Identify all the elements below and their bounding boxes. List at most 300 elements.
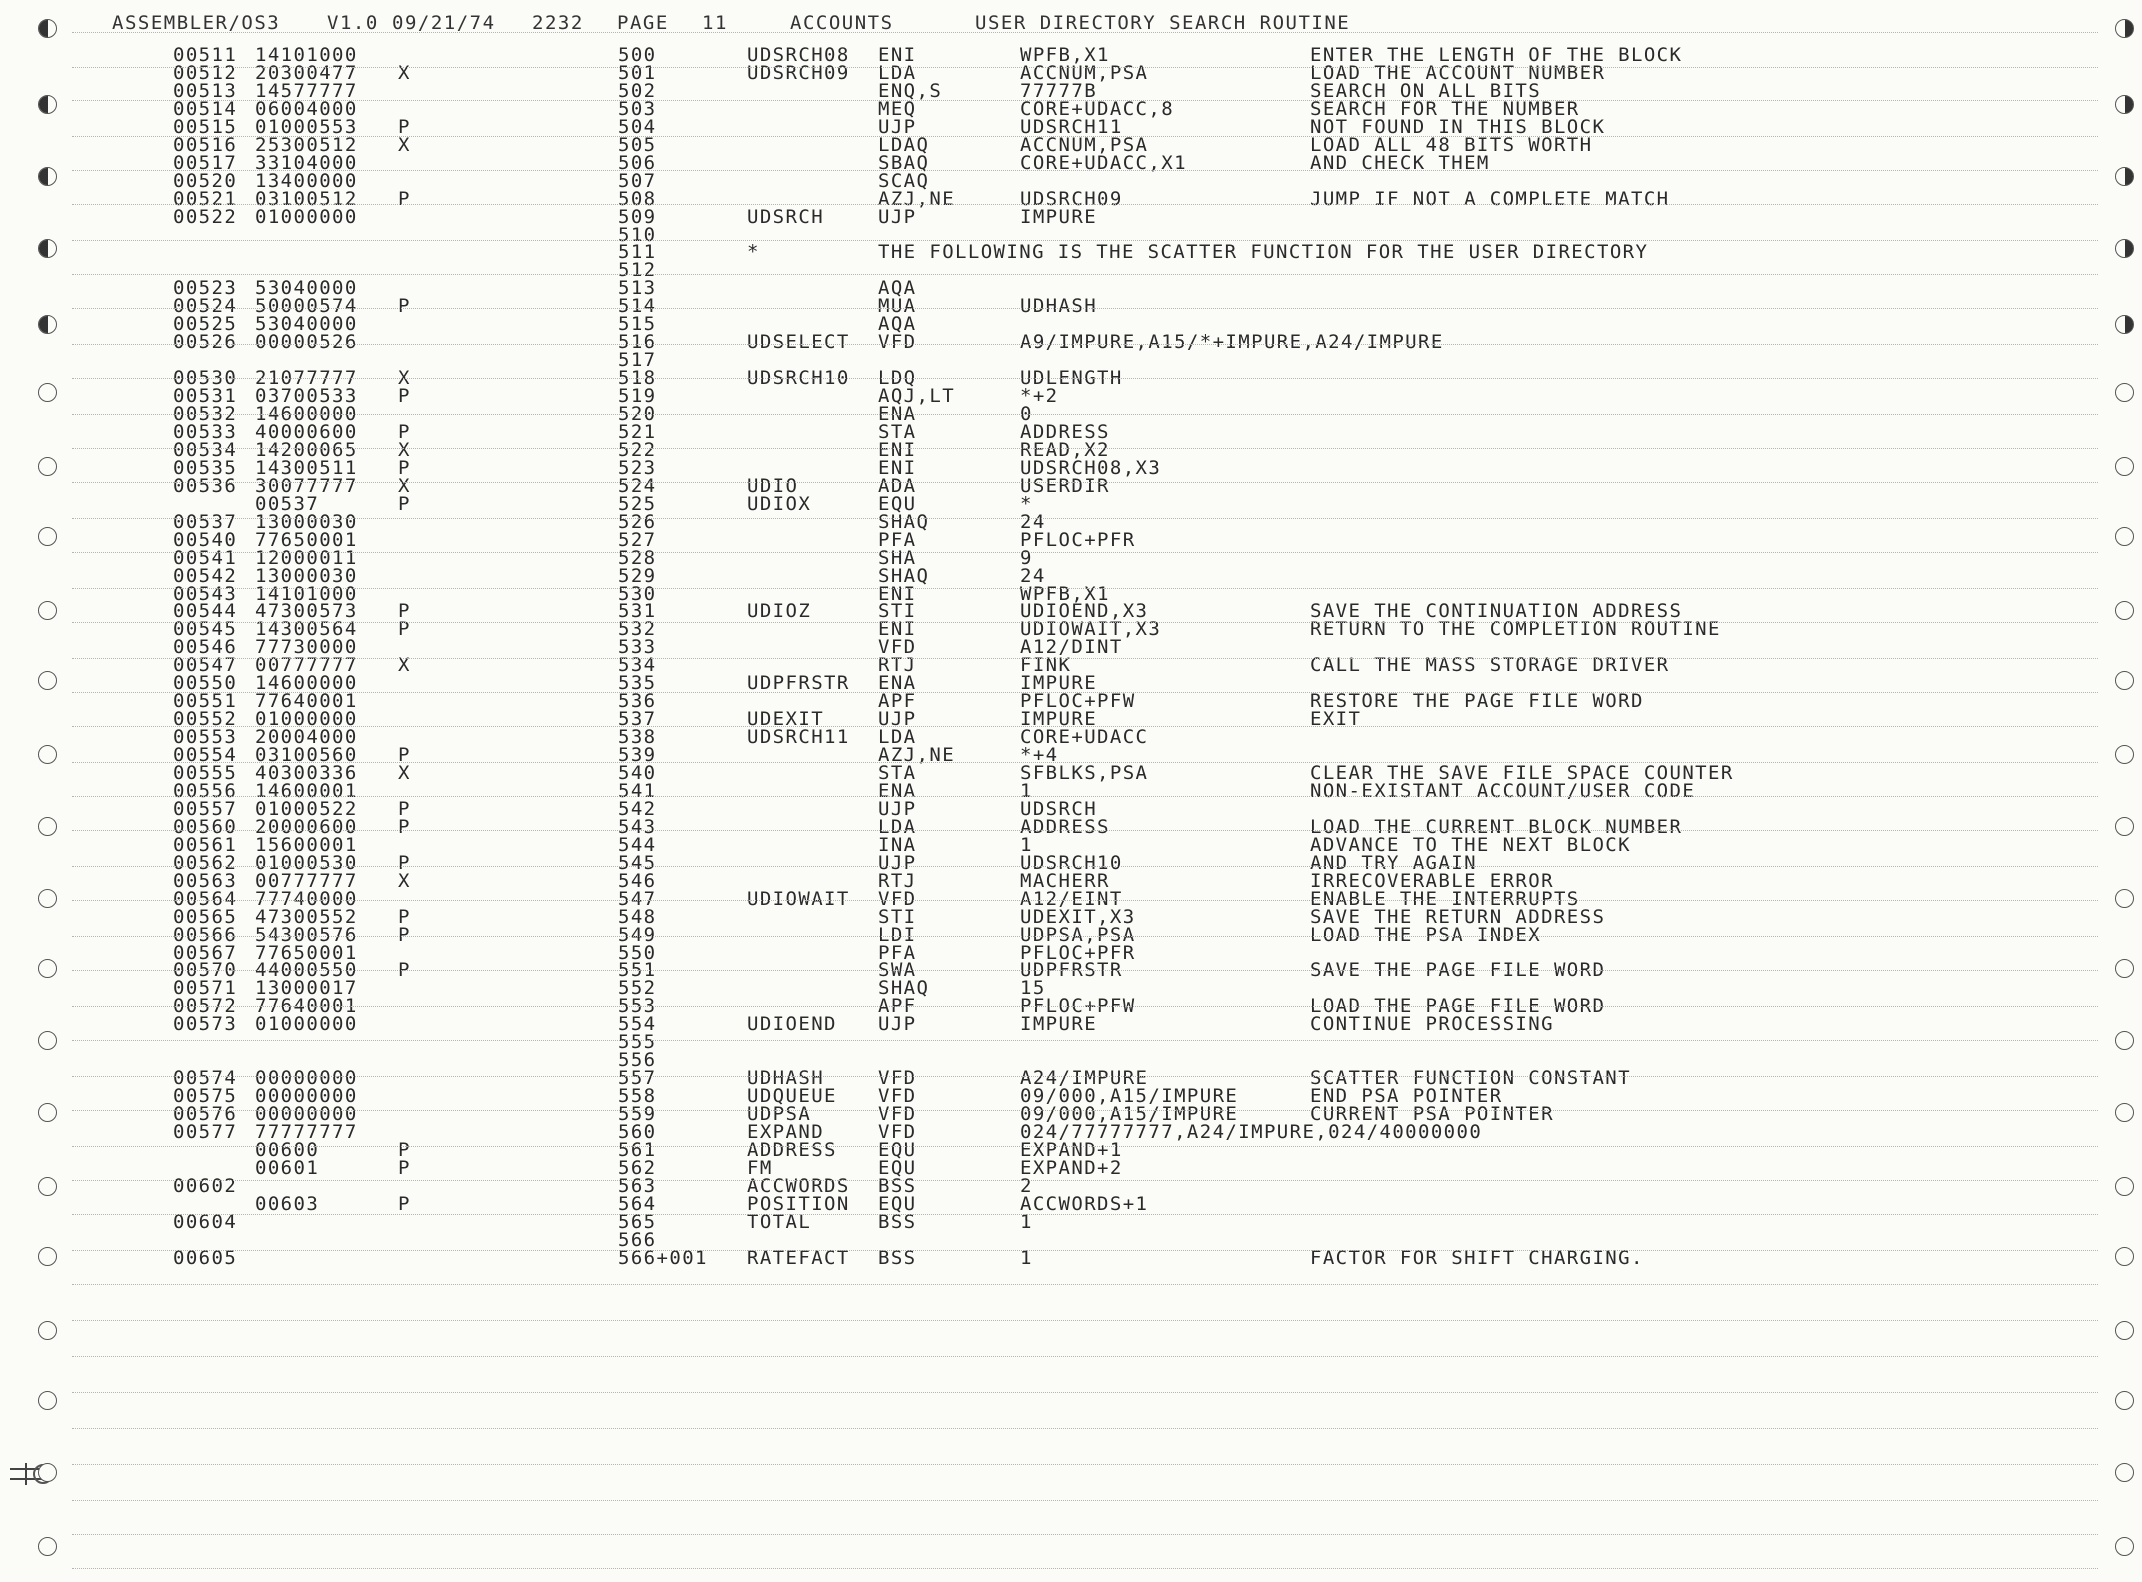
listing-op-field: ENA	[878, 403, 917, 425]
listing-lbl-field: ACCWORDS	[747, 1174, 850, 1197]
tractor-feed-hole-icon	[2115, 889, 2134, 908]
paper-rule-line	[72, 866, 2098, 867]
paper-rule-line	[72, 378, 2098, 379]
listing-lbl-field: UDHASH	[747, 1067, 825, 1090]
listing-arg-field: PFLOC+PFW	[1020, 690, 1136, 713]
listing-obj-field: 44000550	[255, 959, 358, 982]
listing-obj-field: 53040000	[255, 313, 358, 336]
listing-arg-field: ADDRESS	[1020, 420, 1110, 443]
listing-arg-field: UDPSA,PSA	[1020, 923, 1136, 946]
listing-ln-field: 538	[618, 726, 657, 749]
tractor-feed-hole-icon	[2115, 1177, 2134, 1196]
tractor-feed-hole-icon	[2115, 1391, 2134, 1410]
listing-obj-field: 14101000	[255, 44, 358, 66]
listing-ln-field: 566	[618, 1228, 657, 1251]
listing-ln-field: 507	[618, 169, 657, 192]
tractor-feed-hole-icon	[2115, 1537, 2134, 1556]
listing-op-field: ENA	[878, 779, 917, 802]
listing-rel-field: P	[398, 295, 411, 318]
listing-ln-field: 517	[618, 349, 657, 372]
listing-lbl-field: UDSRCH08	[747, 44, 850, 66]
paper-rule-line	[72, 1428, 2098, 1429]
listing-ln-field: 559	[618, 1103, 657, 1125]
tractor-feed-hole-icon	[38, 1391, 57, 1410]
listing-op-field: BSS	[878, 1246, 917, 1269]
listing-arg-field: MACHERR	[1020, 869, 1110, 892]
listing-arg-field: UDSRCH10	[1020, 851, 1123, 874]
listing-arg-field: UDEXIT,X3	[1020, 905, 1136, 928]
listing-ln-field: 553	[618, 995, 657, 1018]
listing-arg-field: CORE+UDACC,X1	[1020, 151, 1187, 174]
listing-ln-field: 520	[618, 403, 657, 425]
listing-lbl-field: *	[747, 241, 760, 264]
paper-rule-line	[72, 1146, 2098, 1147]
listing-line	[0, 869, 2142, 892]
listing-ln-field: 514	[618, 295, 657, 318]
listing-obj-field: 30077777	[255, 474, 358, 497]
listing-op-field: UJP	[878, 1013, 917, 1036]
page-label: PAGE	[617, 12, 669, 34]
listing-line	[0, 510, 2142, 533]
tractor-feed-hole-icon	[38, 527, 57, 546]
paper-rule-line	[72, 136, 2098, 137]
listing-rel-field: X	[398, 654, 411, 677]
listing-ln-field: 502	[618, 79, 657, 102]
listing-lbl-field: UDIOZ	[747, 600, 812, 623]
listing-obj-field: 47300552	[255, 905, 358, 928]
listing-rel-field: P	[398, 797, 411, 820]
paper-rule-line	[72, 414, 2098, 415]
listing-arg-field: A12/EINT	[1020, 887, 1123, 910]
tractor-feed-hole-icon	[2115, 1463, 2134, 1482]
listing-op-field: BSS	[878, 1210, 917, 1233]
listing-loc-field: 00571	[173, 977, 238, 1000]
listing-rel-field: P	[398, 851, 411, 874]
listing-cmt-field: LOAD THE ACCOUNT NUMBER	[1310, 62, 1606, 84]
paper-rule-line	[72, 170, 2098, 171]
listing-line	[0, 331, 2142, 354]
listing-rel-field: P	[398, 187, 411, 210]
listing-arg-field: PFLOC+PFR	[1020, 528, 1136, 551]
listing-op-field: STA	[878, 762, 917, 784]
routine-title: USER DIRECTORY SEARCH ROUTINE	[975, 12, 1351, 34]
listing-rel-field: X	[398, 367, 411, 390]
listing-op-field: UJP	[878, 708, 917, 731]
listing-line	[0, 1228, 2142, 1251]
listing-arg-field: 15	[1020, 977, 1046, 1000]
listing-arg-field: 09/000,A15/IMPURE	[1020, 1085, 1239, 1108]
listing-ln-field: 547	[618, 887, 657, 910]
listing-obj-field: 77730000	[255, 636, 358, 659]
listing-ln-field: 566+001	[618, 1246, 708, 1269]
paper-rule-line	[72, 552, 2098, 553]
listing-ln-field: 564	[618, 1192, 657, 1215]
listing-line	[0, 1210, 2142, 1233]
listing-line	[0, 1156, 2142, 1179]
tractor-feed-hole-icon	[2115, 527, 2134, 546]
listing-cmt-field: SEARCH FOR THE NUMBER	[1310, 97, 1580, 120]
listing-obj-field: 13400000	[255, 169, 358, 192]
listing-arg-field: *+2	[1020, 385, 1059, 408]
listing-line	[0, 241, 2142, 264]
listing-ln-field: 540	[618, 762, 657, 784]
listing-obj-field: 13000030	[255, 510, 358, 533]
paper-rule-line	[72, 1076, 2098, 1077]
tractor-feed-hole-icon	[2115, 167, 2134, 186]
listing-loc-field: 00577	[173, 1121, 238, 1143]
listing-obj-field: 14101000	[255, 582, 358, 605]
listing-ln-field: 554	[618, 1013, 657, 1036]
paper-rule-line	[72, 970, 2098, 971]
listing-rel-field: X	[398, 474, 411, 497]
tractor-feed-hole-icon	[38, 1537, 57, 1556]
listing-op-field: APF	[878, 690, 917, 713]
listing-arg-field: UDHASH	[1020, 295, 1098, 318]
listing-lbl-field: UDSRCH	[747, 205, 825, 228]
tractor-feed-hole-icon	[2115, 315, 2134, 334]
listing-ln-field: 562	[618, 1156, 657, 1179]
listing-loc-field: 00525	[173, 313, 238, 336]
listing-arg-field: WPFB,X1	[1020, 582, 1110, 605]
paper-rule-line	[72, 762, 2098, 763]
listing-op-field: LDA	[878, 815, 917, 838]
listing-arg-field: 9	[1020, 546, 1033, 569]
listing-loc-field: 00526	[173, 331, 238, 354]
paper-rule-line	[72, 482, 2098, 483]
listing-ln-field: 504	[618, 115, 657, 138]
listing-obj-field: 47300573	[255, 600, 358, 623]
listing-ln-field: 565	[618, 1210, 657, 1233]
listing-op-field: EQU	[878, 492, 917, 515]
paper-rule-line	[72, 1568, 2098, 1569]
listing-obj-field: 12000011	[255, 546, 358, 569]
listing-loc-field: 00560	[173, 815, 238, 838]
listing-arg-field: READ,X2	[1020, 438, 1110, 461]
listing-op-field: VFD	[878, 1103, 917, 1125]
paper-rule-line	[72, 32, 2098, 33]
listing-ln-field: 521	[618, 420, 657, 443]
listing-arg-field: PFLOC+PFW	[1020, 995, 1136, 1018]
listing-op-field: AZJ,NE	[878, 744, 956, 766]
listing-cmt-field: RESTORE THE PAGE FILE WORD	[1310, 690, 1644, 713]
listing-cmt-field: LOAD THE PSA INDEX	[1310, 923, 1542, 946]
listing-loc-field: 00567	[173, 941, 238, 964]
paper-rule-line	[72, 830, 2098, 831]
listing-loc-field: 00544	[173, 600, 238, 623]
listing-lbl-field: UDSELECT	[747, 331, 850, 354]
listing-lbl-field: UDIOEND	[747, 1013, 837, 1036]
listing-cmt-field: ENABLE THE INTERRUPTS	[1310, 887, 1580, 910]
paper-rule-line	[72, 67, 2098, 68]
listing-ln-field: 523	[618, 456, 657, 479]
listing-ln-field: 531	[618, 600, 657, 623]
listing-cmt-field: AND TRY AGAIN	[1310, 851, 1477, 874]
listing-loc-field: 00543	[173, 582, 238, 605]
listing-loc-field: 00551	[173, 690, 238, 713]
listing-rel-field: P	[398, 115, 411, 138]
paper-rule-line	[72, 1464, 2098, 1465]
listing-arg-field: PFLOC+PFR	[1020, 941, 1136, 964]
tractor-feed-hole-icon	[38, 671, 57, 690]
listing-loc-field: 00556	[173, 779, 238, 802]
paper-rule-line	[72, 658, 2098, 659]
listing-loc-field: 00532	[173, 403, 238, 425]
listing-cmt-field: EXIT	[1310, 708, 1362, 731]
listing-loc-field: 00555	[173, 762, 238, 784]
paper-rule-line	[72, 1534, 2098, 1535]
listing-loc-field: 00535	[173, 456, 238, 479]
listing-ln-field: 501	[618, 62, 657, 84]
listing-loc-field: 00536	[173, 474, 238, 497]
listing-arg-field: IMPURE	[1020, 672, 1098, 695]
paper-rule-line	[72, 622, 2098, 623]
listing-obj-field: 21077777	[255, 367, 358, 390]
listing-obj-field: 33104000	[255, 151, 358, 174]
listing-loc-field: 00605	[173, 1246, 238, 1269]
tractor-feed-hole-icon	[38, 239, 57, 258]
listing-obj-field: 03700533	[255, 385, 358, 408]
listing-rel-field: P	[398, 905, 411, 928]
paper-rule-line	[72, 1214, 2098, 1215]
listing-rel-field: X	[398, 62, 411, 84]
page-number: 11	[702, 12, 728, 34]
listing-op-field: AQJ,LT	[878, 385, 956, 408]
listing-lbl-field: UDSRCH10	[747, 367, 850, 390]
listing-obj-field: 40300336	[255, 762, 358, 784]
listing-ln-field: 503	[618, 97, 657, 120]
listing-obj-field: 00601	[255, 1156, 320, 1179]
listing-arg-field: *	[1020, 492, 1033, 515]
listing-op-field: ENI	[878, 618, 917, 641]
listing-op-field: VFD	[878, 331, 917, 354]
listing-op-field: RTJ	[878, 869, 917, 892]
listing-ln-field: 519	[618, 385, 657, 408]
listing-obj-field: 77777777	[255, 1121, 358, 1143]
listing-loc-field: 00533	[173, 420, 238, 443]
listing-cmt-field: LOAD THE PAGE FILE WORD	[1310, 995, 1606, 1018]
listing-ln-field: 532	[618, 618, 657, 641]
listing-line	[0, 887, 2142, 910]
listing-cmt-field: ADVANCE TO THE NEXT BLOCK	[1310, 833, 1631, 856]
listing-ln-field: 535	[618, 672, 657, 695]
listing-obj-field: 77650001	[255, 941, 358, 964]
listing-arg-field: USERDIR	[1020, 474, 1110, 497]
listing-loc-field: 00521	[173, 187, 238, 210]
listing-arg-field: FINK	[1020, 654, 1072, 677]
listing-lbl-field: EXPAND	[747, 1121, 825, 1143]
listing-loc-field: 00523	[173, 277, 238, 300]
listing-arg-field: IMPURE	[1020, 708, 1098, 731]
listing-cmt-field: SAVE THE CONTINUATION ADDRESS	[1310, 600, 1683, 623]
listing-cmt-field: SEARCH ON ALL BITS	[1310, 79, 1542, 102]
listing-obj-field: 01000553	[255, 115, 358, 138]
listing-arg-field: IMPURE	[1020, 1013, 1098, 1036]
paper-rule-line	[72, 240, 2098, 241]
listing-ln-field: 529	[618, 564, 657, 587]
listing-op-field: VFD	[878, 887, 917, 910]
listing-loc-field: 00542	[173, 564, 238, 587]
listing-op-field: ENQ,S	[878, 79, 943, 102]
listing-arg-field: UDSRCH09	[1020, 187, 1123, 210]
listing-loc-field: 00537	[173, 510, 238, 533]
listing-rel-field: P	[398, 815, 411, 838]
listing-loc-field: 00530	[173, 367, 238, 390]
listing-lbl-field: UDSRCH09	[747, 62, 850, 84]
listing-rel-field: P	[398, 959, 411, 982]
listing-op-field: UJP	[878, 797, 917, 820]
listing-loc-field: 00604	[173, 1210, 238, 1233]
listing-op-field: AQA	[878, 277, 917, 300]
listing-op-field: SHA	[878, 546, 917, 569]
listing-ln-field: 525	[618, 492, 657, 515]
paper-rule-line	[72, 1500, 2098, 1501]
listing-op-field: UJP	[878, 851, 917, 874]
listing-line	[0, 474, 2142, 497]
paper-rule-line	[72, 726, 2098, 727]
listing-op-field: STI	[878, 600, 917, 623]
paper-rule-line	[72, 1356, 2098, 1357]
tractor-feed-hole-icon	[38, 167, 57, 186]
listing-op-field: SCAQ	[878, 169, 930, 192]
tractor-feed-hole-icon	[2115, 1321, 2134, 1340]
listing-op-field: THE FOLLOWING IS THE SCATTER FUNCTION FOR THE USER DIRECTORY	[878, 241, 1649, 264]
listing-obj-field: 14600001	[255, 779, 358, 802]
listing-arg-field: ACCNUM,PSA	[1020, 62, 1149, 84]
tractor-feed-hole-icon	[2115, 601, 2134, 620]
listing-ln-field: 518	[618, 367, 657, 390]
listing-obj-field: 14577777	[255, 79, 358, 102]
listing-rel-field: P	[398, 385, 411, 408]
listing-rel-field: P	[398, 1156, 411, 1179]
listing-line	[0, 1013, 2142, 1036]
listing-loc-field: 00575	[173, 1085, 238, 1108]
listing-obj-field: 06004000	[255, 97, 358, 120]
listing-op-field: STA	[878, 420, 917, 443]
listing-loc-field: 00516	[173, 133, 238, 156]
listing-arg-field: ACCWORDS+1	[1020, 1192, 1149, 1215]
listing-arg-field: CORE+UDACC	[1020, 726, 1149, 749]
tractor-feed-hole-icon	[2115, 1031, 2134, 1050]
listing-obj-field: 00000526	[255, 331, 358, 354]
listing-arg-field: 2	[1020, 1174, 1033, 1197]
listing-arg-field: WPFB,X1	[1020, 44, 1110, 66]
listing-loc-field: 00572	[173, 995, 238, 1018]
listing-cmt-field: CALL THE MASS STORAGE DRIVER	[1310, 654, 1670, 677]
listing-op-field: AZJ,NE	[878, 187, 956, 210]
listing-arg-field: UDSRCH11	[1020, 115, 1123, 138]
listing-op-field: ENI	[878, 44, 917, 66]
listing-op-field: EQU	[878, 1192, 917, 1215]
listing-loc-field: 00511	[173, 44, 238, 66]
listing-ln-field: 505	[618, 133, 657, 156]
listing-arg-field: 1	[1020, 779, 1033, 802]
listing-ln-field: 515	[618, 313, 657, 336]
listing-cmt-field: CLEAR THE SAVE FILE SPACE COUNTER	[1310, 762, 1734, 784]
paper-rule-line	[72, 100, 2098, 101]
listing-cmt-field: SAVE THE PAGE FILE WORD	[1310, 959, 1606, 982]
listing-loc-field: 00514	[173, 97, 238, 120]
paper-rule-line	[72, 344, 2098, 345]
listing-loc-field: 00565	[173, 905, 238, 928]
listing-ln-field: 552	[618, 977, 657, 1000]
listing-ln-field: 500	[618, 44, 657, 66]
paper-rule-line	[72, 1392, 2098, 1393]
listing-lbl-field: FM	[747, 1156, 773, 1179]
listing-obj-field: 14600000	[255, 403, 358, 425]
listing-obj-field: 00537	[255, 492, 320, 515]
listing-loc-field: 00546	[173, 636, 238, 659]
paper-rule-line	[72, 796, 2098, 797]
listing-loc-field: 00557	[173, 797, 238, 820]
paper-rule-line	[72, 448, 2098, 449]
listing-arg-field: ADDRESS	[1020, 815, 1110, 838]
listing-arg-field: *+4	[1020, 744, 1059, 766]
listing-lbl-field: TOTAL	[747, 1210, 812, 1233]
listing-line	[0, 564, 2142, 587]
listing-arg-field: 1	[1020, 1246, 1033, 1269]
listing-ln-field: 537	[618, 708, 657, 731]
listing-ln-field: 558	[618, 1085, 657, 1108]
tractor-feed-hole-icon	[2115, 1247, 2134, 1266]
listing-ln-field: 513	[618, 277, 657, 300]
listing-line	[0, 1031, 2142, 1054]
listing-op-field: LDAQ	[878, 133, 930, 156]
listing-arg-field: UDSRCH	[1020, 797, 1098, 820]
listing-obj-field: 77640001	[255, 995, 358, 1018]
listing-ln-field: 561	[618, 1139, 657, 1161]
listing-op-field: SWA	[878, 959, 917, 982]
tractor-feed-hole-icon	[38, 1103, 57, 1122]
listing-arg-field: 024/77777777,A24/IMPURE,024/40000000	[1020, 1121, 1483, 1143]
listing-op-field: ENA	[878, 672, 917, 695]
listing-op-field: LDI	[878, 923, 917, 946]
listing-arg-field: 1	[1020, 1210, 1033, 1233]
listing-lbl-field: POSITION	[747, 1192, 850, 1215]
listing-loc-field: 00570	[173, 959, 238, 982]
listing-ln-field: 557	[618, 1067, 657, 1090]
listing-op-field: VFD	[878, 1121, 917, 1143]
paper-rule-line	[72, 588, 2098, 589]
listing-arg-field: EXPAND+1	[1020, 1139, 1123, 1161]
listing-obj-field: 00000000	[255, 1085, 358, 1108]
listing-lbl-field: UDPFRSTR	[747, 672, 850, 695]
listing-lbl-field: UDEXIT	[747, 708, 825, 731]
listing-ln-field: 533	[618, 636, 657, 659]
listing-obj-field: 20004000	[255, 726, 358, 749]
listing-op-field: BSS	[878, 1174, 917, 1197]
listing-obj-field: 01000530	[255, 851, 358, 874]
tractor-feed-hole-icon	[38, 457, 57, 476]
tractor-feed-hole-icon	[38, 889, 57, 908]
listing-obj-field: 14300511	[255, 456, 358, 479]
listing-op-field: INA	[878, 833, 917, 856]
listing-arg-field: ACCNUM,PSA	[1020, 133, 1149, 156]
listing-arg-field: SFBLKS,PSA	[1020, 762, 1149, 784]
listing-arg-field: 1	[1020, 833, 1033, 856]
listing-loc-field: 00554	[173, 744, 238, 766]
assembler-version: V1.0	[327, 12, 379, 34]
listing-op-field: SBAQ	[878, 151, 930, 174]
paper-rule-line	[72, 1180, 2098, 1181]
listing-op-field: AQA	[878, 313, 917, 336]
listing-op-field: ENI	[878, 438, 917, 461]
listing-obj-field: 00777777	[255, 869, 358, 892]
listing-op-field: SHAQ	[878, 977, 930, 1000]
listing-obj-field: 14600000	[255, 672, 358, 695]
listing-obj-field: 13000017	[255, 977, 358, 1000]
listing-lbl-field: ADDRESS	[747, 1139, 837, 1161]
listing-arg-field: UDPFRSTR	[1020, 959, 1123, 982]
